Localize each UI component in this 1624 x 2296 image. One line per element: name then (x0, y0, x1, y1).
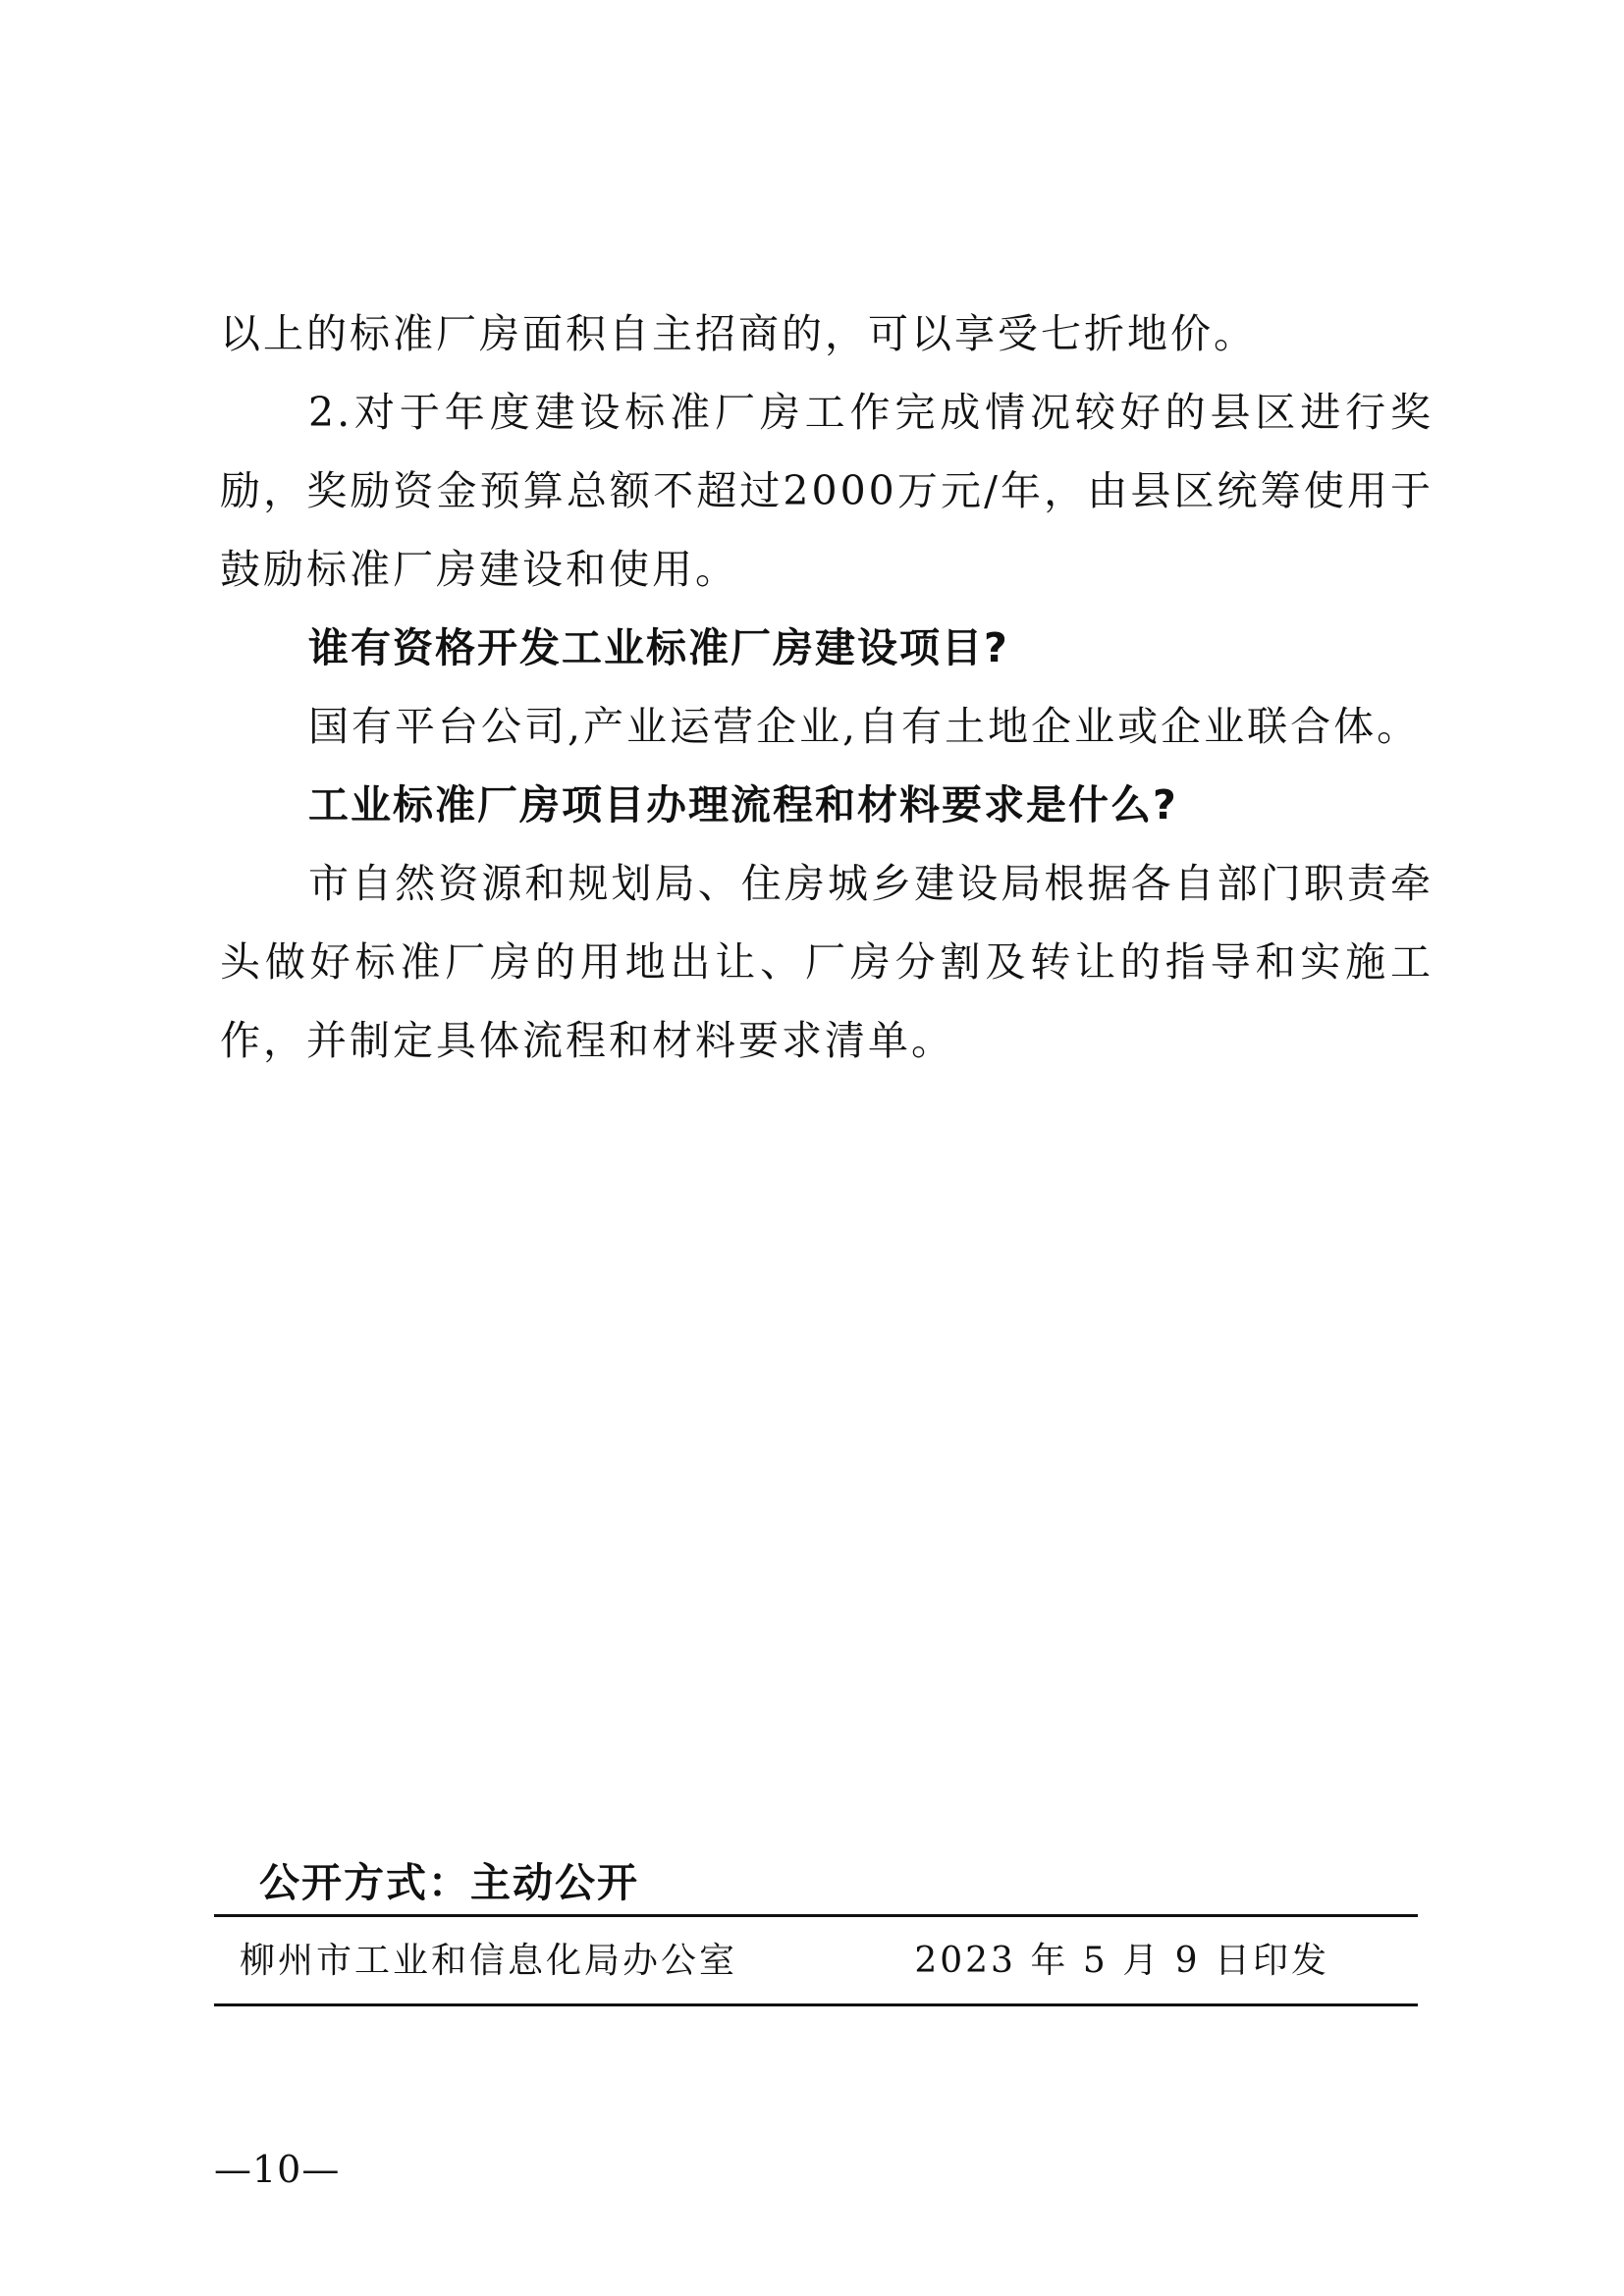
issuer-name: 柳州市工业和信息化局办公室 (240, 1941, 738, 1981)
faq-question-process: 工业标准厂房项目办理流程和材料要求是什么? (308, 781, 1178, 828)
page-number: —10— (214, 2148, 341, 2191)
footer-top-rule (214, 1914, 1418, 1917)
paragraph-reward-funds: 2.对于年度建设标准厂房工作完成情况较好的县区进行奖励，奖励资金预算总额不超过2000万元/年，由县区统筹使用于鼓励标准厂房建设和使用。 (220, 389, 1434, 593)
faq-answer-process: 市自然资源和规划局、住房城乡建设局根据各自部门职责牵头做好标准厂房的用地出让、厂房分割及转让的指导和实施工作，并制定具体流程和材料要求清单。 (220, 860, 1434, 1064)
issue-date: 2023 年 5 月 9 日印发 (914, 1941, 1329, 1981)
paragraph-land-price: 以上的标准厂房面积自主招商的，可以享受七折地价。 (220, 310, 1257, 357)
faq-answer-eligibility: 国有平台公司,产业运营企业,自有土地企业或企业联合体。 (308, 703, 1421, 750)
faq-question-eligibility: 谁有资格开发工业标准厂房建设项目? (308, 624, 1009, 671)
footer-bottom-rule (214, 2003, 1418, 2006)
disclosure-method: 公开方式：主动公开 (259, 1859, 639, 1906)
issuance-line (240, 1932, 1329, 1991)
